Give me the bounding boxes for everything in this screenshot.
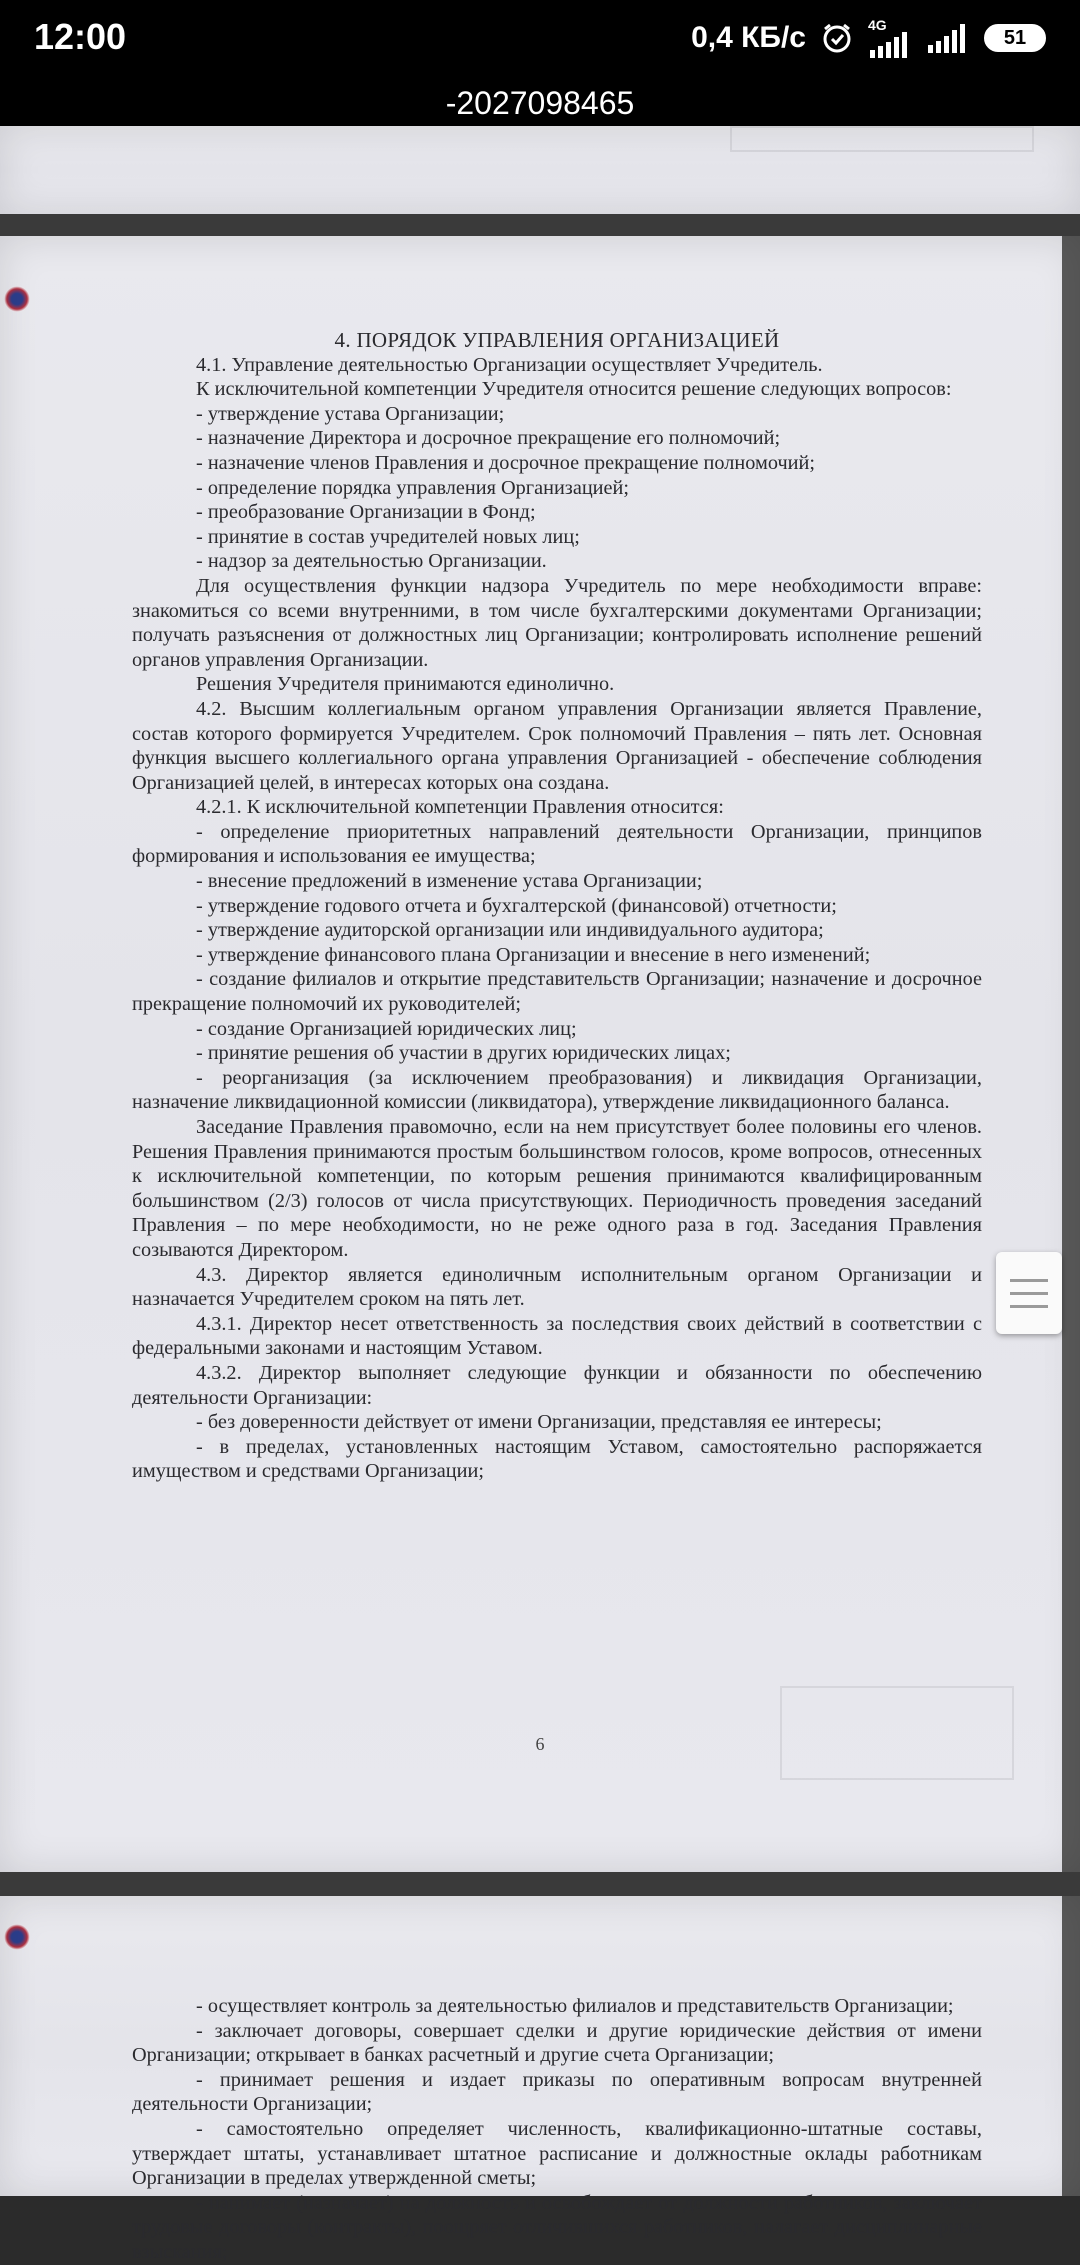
paragraph: - определение приоритетных направлений деятельности Организации, принципов формирования и использования ее имущества; xyxy=(132,820,982,868)
network-speed: 0,4 КБ/с xyxy=(691,21,806,54)
stamp-icon xyxy=(4,1924,30,1950)
document-viewer[interactable] xyxy=(0,126,1080,2263)
paragraph: - самостоятельно определяет численность, квалификационно-штатные составы, утверждает штаты, устанавливает штатное расписание и должностные оклады работникам Организации в пределах утвержденной сметы; xyxy=(132,2117,982,2190)
paragraph: - принятие решения об участии в других юридических лицах; xyxy=(196,1042,731,1065)
document-page-next xyxy=(0,1896,1080,2263)
scan-edge xyxy=(1062,1896,1080,2196)
paragraph: - утверждение финансового плана Организации и внесение в него изменений; xyxy=(196,943,871,966)
paragraph: - определение порядка управления Организацией; xyxy=(196,476,630,499)
paragraph: - утверждение годового отчета и бухгалтерской (финансовой) отчетности; xyxy=(196,894,837,917)
paragraph: - реорганизация (за исключением преобразования) и ликвидация Организации, назначение ликвидационной комиссии (ликвидатора), утверждение ликвидационного баланса. xyxy=(132,1066,982,1114)
paragraph: - осуществляет контроль за деятельностью филиалов и представительств Организации; xyxy=(196,1995,954,2017)
signal-icon xyxy=(926,23,970,53)
menu-icon-line xyxy=(1010,1279,1048,1282)
signal-icon xyxy=(868,18,912,58)
paragraph: - назначение Директора и досрочное прекращение его полномочий; xyxy=(196,427,781,450)
paragraph: Для осуществления функции надзора Учредитель по мере необходимости вправе: знакомиться со всеми внутренними, в том числе бухгалтерскими документами Организации; получать разъяснения от должностных лиц Организации; контролировать исполнение решений органов управления Организации. xyxy=(132,574,982,671)
paragraph: - принимает решения и издает приказы по оперативным вопросам внутренней деятельности Организации; xyxy=(132,2068,982,2116)
status-bar xyxy=(0,0,1080,80)
paragraph: 4.3. Директор является единоличным исполнительным органом Организации и назначается Учредителем сроком на пять лет. xyxy=(132,1263,982,1311)
paragraph: Решения Учредителя принимаются единолично. xyxy=(196,673,615,696)
paragraph: - назначение членов Правления и досрочное прекращение полномочий; xyxy=(196,451,816,474)
menu-button[interactable] xyxy=(996,1252,1062,1334)
paragraph: - нанимает (назначает) на должность и освобождает от должности работников, заключает трудовые договоры (контракты), поощряет отличившихся работников, налагает дисциплинарные взыскания; xyxy=(132,2191,982,2263)
page-text xyxy=(132,1994,982,2265)
paragraph: - утверждение аудиторской организации или индивидуального аудитора; xyxy=(196,919,824,942)
page-number: 6 xyxy=(535,1734,545,1754)
scan-edge xyxy=(1062,236,1080,1872)
paragraph: - создание Организацией юридических лиц; xyxy=(196,1017,577,1040)
paragraph: - утверждение устава Организации; xyxy=(196,402,505,425)
network-type: 4G xyxy=(868,17,887,33)
paragraph-list xyxy=(132,353,982,1484)
paragraph: 4.1. Управление деятельностью Организации осуществляет Учредитель. xyxy=(196,353,823,376)
paragraph: 4.3.1. Директор несет ответственность за последствия своих действий в соответствии с федеральными законами и настоящим Уставом. xyxy=(132,1312,982,1360)
page-text xyxy=(132,328,982,1484)
scan-artifact xyxy=(780,1686,1014,1780)
paragraph: 4.2. Высшим коллегиальным органом управления Организации является Правление, состав которого формируется Учредителем. Срок полномочий Правления – пять лет. Основная функция высшего коллегиального органа управления Организацией - обеспечение соблюдения Организацией целей, в интересах которых она создана. xyxy=(132,697,982,794)
scan-artifact xyxy=(730,126,1034,152)
stamp-icon xyxy=(4,286,30,312)
paragraph: - создание филиалов и открытие представительств Организации; назначение и досрочное прекращение полномочий их руководителей; xyxy=(132,968,982,1016)
paragraph: 4.2.1. К исключительной компетенции Правления относится: xyxy=(196,796,724,819)
paragraph: 4.3.2. Директор выполняет следующие функции и обязанности по обеспечению деятельности Организации: xyxy=(132,1361,982,1409)
status-right xyxy=(691,18,1046,58)
document-page xyxy=(0,236,1080,1872)
paragraph: - без доверенности действует от имени Организации, представляя ее интересы; xyxy=(196,1411,882,1434)
paragraph-list xyxy=(132,1994,982,2265)
paragraph: - внесение предложений в изменение устава Организации; xyxy=(196,870,703,893)
menu-icon-line xyxy=(1010,1292,1048,1295)
paragraph: - заключает договоры, совершает сделки и другие юридические действия от имени Организации; открывает в банках расчетный и другие счета Организации; xyxy=(132,2019,982,2067)
status-time: 12:00 xyxy=(34,16,127,57)
document-title: -2027098465 xyxy=(0,80,1080,126)
document-page-previous xyxy=(0,126,1080,214)
alarm-icon xyxy=(820,21,854,55)
paragraph: - надзор за деятельностью Организации. xyxy=(196,550,547,573)
paragraph: - принятие в состав учредителей новых лиц; xyxy=(196,525,580,548)
paragraph: - преобразование Организации в Фонд; xyxy=(196,501,536,524)
battery-icon: 51 xyxy=(984,24,1046,52)
paragraph: Заседание Правления правомочно, если на нем присутствует более половины его членов. Решения Правления принимаются простым большинством голосов, кроме вопросов, отнесенных к исключительной компетенции, по которым решения принимаются квалифицированным большинством (2/3) голосов от числа присутствующих. Периодичность проведения заседаний Правления – по мере необходимости, но не реже одного раза в год. Заседания Правления созываются Директором. xyxy=(132,1116,982,1261)
paragraph: - в пределах, установленных настоящим Уставом, самостоятельно распоряжается имуществом и средствами Организации; xyxy=(132,1435,982,1483)
paragraph: К исключительной компетенции Учредителя относится решение следующих вопросов: xyxy=(196,378,952,401)
menu-icon-line xyxy=(1010,1305,1048,1308)
section-heading: 4. ПОРЯДОК УПРАВЛЕНИЯ ОРГАНИЗАЦИЕЙ xyxy=(334,328,780,352)
